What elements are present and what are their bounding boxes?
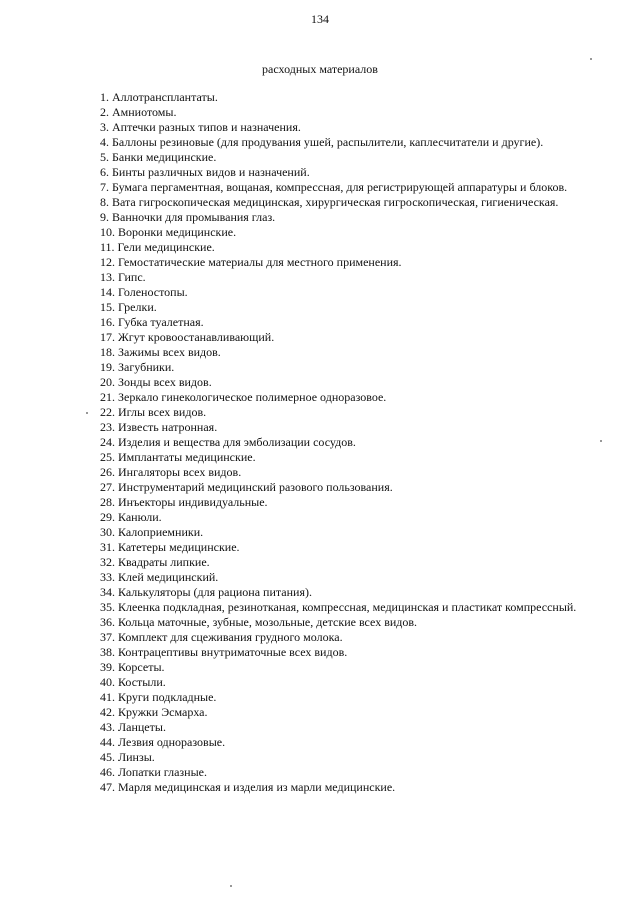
section-heading: расходных материалов: [262, 62, 378, 76]
list-item: 21. Зеркало гинекологическое полимерное одноразовое.: [100, 390, 387, 404]
list-item: 42. Кружки Эсмарха.: [100, 705, 208, 719]
list-item: 15. Грелки.: [100, 300, 157, 314]
list-item: 31. Катетеры медицинские.: [100, 540, 240, 554]
list-item: 25. Имплантаты медицинские.: [100, 450, 256, 464]
list-item: 5. Банки медицинские.: [100, 150, 217, 164]
list-item: 8. Вата гигроскопическая медицинская, хирургическая гигроскопическая, гигиеническая.: [100, 195, 559, 209]
list-item: 47. Марля медицинская и изделия из марли медицинские.: [100, 780, 396, 794]
consumables-list: [46, 90, 590, 795]
list-item: 22. Иглы всех видов.: [100, 405, 207, 419]
list-item: 16. Губка туалетная.: [100, 315, 204, 329]
list-item: 11. Гели медицинские.: [100, 240, 215, 254]
list-item: 44. Лезвия одноразовые.: [100, 735, 226, 749]
scan-speck: [590, 58, 592, 60]
scan-speck: [86, 412, 88, 414]
list-item: 30. Калоприемники.: [100, 525, 204, 539]
list-item: 20. Зонды всех видов.: [100, 375, 212, 389]
list-item: 36. Кольца маточные, зубные, мозольные, детские всех видов.: [100, 615, 418, 629]
list-item: 32. Квадраты липкие.: [100, 555, 210, 569]
list-item: 26. Ингаляторы всех видов.: [100, 465, 242, 479]
list-item: 1. Аллотрансплантаты.: [100, 90, 218, 104]
list-item: 12. Гемостатические материалы для местного применения.: [100, 255, 402, 269]
list-item: 46. Лопатки глазные.: [100, 765, 207, 779]
list-item: 3. Аптечки разных типов и назначения.: [100, 120, 301, 134]
list-item: 2. Амниотомы.: [100, 105, 177, 119]
list-item: 37. Комплект для сцеживания грудного молока.: [100, 630, 343, 644]
list-item: 27. Инструментарий медицинский разового пользования.: [100, 480, 393, 494]
list-item: 29. Канюли.: [100, 510, 162, 524]
list-item: 4. Баллоны резиновые (для продувания ушей, распылители, каплесчитатели и другие).: [100, 135, 544, 149]
list-item: 33. Клей медицинский.: [100, 570, 219, 584]
list-item: 40. Костыли.: [100, 675, 166, 689]
list-item: 24. Изделия и вещества для эмболизации сосудов.: [100, 435, 356, 449]
list-item: 23. Известь натронная.: [100, 420, 218, 434]
list-item: 7. Бумага пергаментная, вощаная, компрессная, для регистрирующей аппаратуры и блоков.: [100, 180, 568, 194]
list-item: 18. Зажимы всех видов.: [100, 345, 221, 359]
scan-speck: [600, 440, 602, 442]
list-item: 10. Воронки медицинские.: [100, 225, 237, 239]
list-item: 38. Контрацептивы внутриматочные всех видов.: [100, 645, 348, 659]
list-item: 6. Бинты различных видов и назначений.: [100, 165, 310, 179]
list-item: 9. Ванночки для промывания глаз.: [100, 210, 276, 224]
list-item: 14. Голеностопы.: [100, 285, 188, 299]
list-item: 13. Гипс.: [100, 270, 146, 284]
list-item: 28. Инъекторы индивидуальные.: [100, 495, 268, 509]
list-item: 19. Загубники.: [100, 360, 175, 374]
list-item: 35. Клеенка подкладная, резинотканая, компрессная, медицинская и пластикат компрессный.: [100, 600, 577, 614]
list-item: 41. Круги подкладные.: [100, 690, 217, 704]
list-item: 17. Жгут кровоостанавливающий.: [100, 330, 275, 344]
scan-speck: [230, 885, 232, 887]
page-number: 134: [311, 12, 329, 26]
list-item: 45. Линзы.: [100, 750, 155, 764]
list-item: 43. Ланцеты.: [100, 720, 166, 734]
list-item: 39. Корсеты.: [100, 660, 165, 674]
list-item: 34. Калькуляторы (для рациона питания).: [100, 585, 312, 599]
